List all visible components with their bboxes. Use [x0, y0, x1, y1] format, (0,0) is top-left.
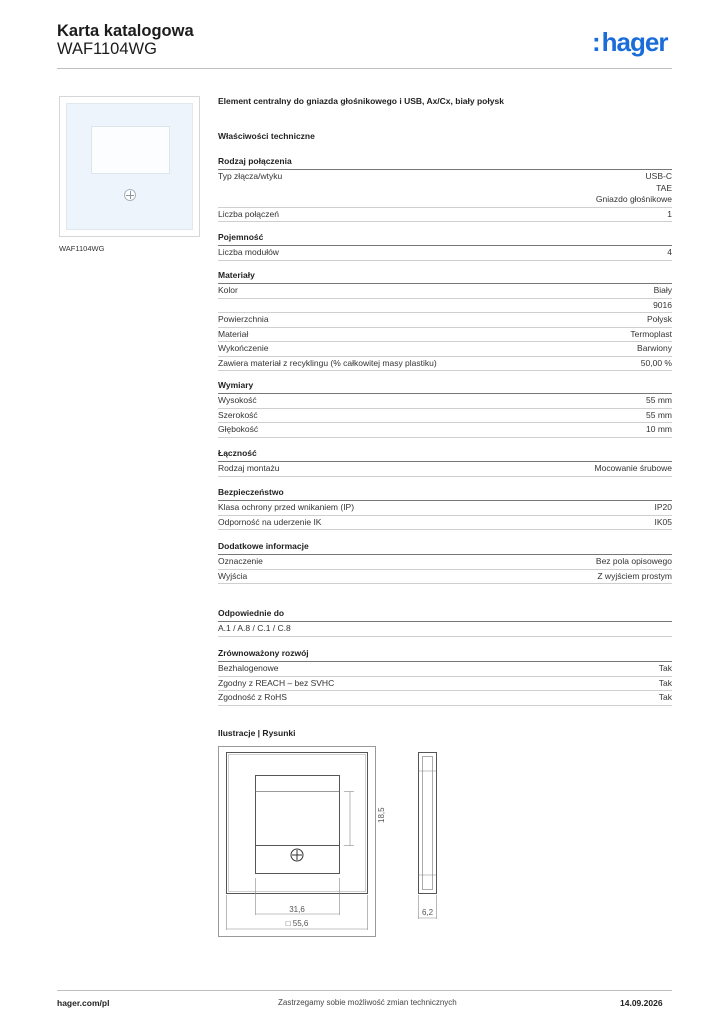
- illustrations-heading: Ilustracje | Rysunki: [218, 728, 296, 738]
- property-value-line: 4: [667, 247, 672, 257]
- property-value-line: USB-C: [645, 171, 672, 181]
- property-value: [667, 247, 672, 259]
- property-value: [655, 517, 673, 529]
- property-row: [218, 342, 672, 357]
- property-value-line: IK05: [654, 516, 672, 527]
- property-row: [218, 284, 672, 299]
- drawing-plate: [227, 753, 368, 894]
- property-label: Szerokość: [218, 409, 258, 420]
- property-row: [218, 501, 672, 516]
- property-value-line: 10 mm: [646, 424, 672, 434]
- property-row: [218, 570, 672, 585]
- property-value: [595, 463, 672, 475]
- property-row: [218, 328, 672, 343]
- property-value: [646, 395, 672, 407]
- property-value: [641, 358, 672, 370]
- property-row: [218, 394, 672, 409]
- technical-drawing-svg: [218, 743, 448, 939]
- footer-divider: [57, 990, 672, 991]
- property-row: [218, 246, 672, 261]
- property-label: Wykończenie: [218, 343, 269, 353]
- property-value-line: 50,00 %: [640, 357, 672, 368]
- property-value: [596, 556, 672, 568]
- property-row: [218, 662, 672, 677]
- property-value-line: Tak: [658, 677, 672, 688]
- property-row: [218, 555, 672, 570]
- property-value-line: Termoplast: [630, 328, 672, 339]
- property-value: [667, 209, 672, 221]
- property-label: Liczba modułów: [218, 247, 279, 257]
- property-label: Bezhalogenowe: [218, 663, 279, 673]
- property-value: [659, 678, 672, 690]
- property-value: [646, 410, 672, 422]
- product-image-caption: WAF1104WG: [59, 244, 105, 253]
- property-value-line: Barwiony: [637, 343, 672, 353]
- drawing-side-view: [419, 753, 437, 894]
- drawing-window: [256, 776, 340, 846]
- property-label: Wysokość: [218, 395, 257, 405]
- page-title: Karta katalogowa: [57, 22, 194, 40]
- property-label: Materiał: [218, 328, 249, 339]
- dim-height-label: 18,5: [377, 807, 386, 823]
- property-row: [218, 622, 672, 637]
- property-value-line: Bez pola opisowego: [595, 556, 672, 566]
- section-title: Dodatkowe informacje: [218, 541, 309, 551]
- section-title: Zrównoważony rozwój: [218, 648, 309, 658]
- property-value-line: Tak: [658, 663, 672, 673]
- property-row: [218, 462, 672, 477]
- product-description: Element centralny do gniazda głośnikowego i USB, Ax/Cx, biały połysk: [218, 96, 504, 106]
- property-value-line: 1: [667, 208, 672, 219]
- property-label: Zgodny z REACH – bez SVHC: [218, 677, 335, 688]
- section-title: Odpowiednie do: [218, 608, 285, 618]
- properties-heading: Właściwości techniczne: [218, 131, 315, 141]
- footer-date: 14.09.2026: [620, 998, 663, 1008]
- property-value: [653, 300, 672, 312]
- property-value-line: Tak: [658, 692, 672, 702]
- screw-icon: [124, 189, 136, 201]
- property-value: [647, 314, 672, 326]
- property-value: [597, 571, 672, 583]
- footer-website-link[interactable]: hager.com/pl: [57, 998, 110, 1008]
- hager-logo: :hager: [592, 27, 668, 57]
- property-label: Zawiera materiał z recyklingu (% całkowitej masy plastiku): [218, 357, 437, 368]
- property-value-line: 55 mm: [646, 409, 672, 420]
- property-label: Głębokość: [218, 424, 259, 434]
- property-value-line: 9016: [653, 299, 672, 310]
- property-value-line: Połysk: [646, 314, 672, 324]
- logo-text: hager: [601, 27, 668, 57]
- property-row: [218, 677, 672, 692]
- product-image: [59, 96, 200, 237]
- property-value-line: Mocowanie śrubowe: [594, 463, 672, 473]
- property-label: Odporność na uderzenie IK: [218, 516, 322, 527]
- property-value-line: Gniazdo głośnikowe: [595, 194, 672, 204]
- property-row: [218, 313, 672, 328]
- property-row: [218, 357, 672, 372]
- section-title: Pojemność: [218, 232, 264, 242]
- property-value: [637, 343, 672, 355]
- section-title: Łączność: [218, 448, 257, 458]
- property-row: [218, 516, 672, 531]
- property-label: Liczba połączeń: [218, 208, 279, 219]
- section-title: Wymiary: [218, 380, 254, 390]
- property-row: [218, 423, 672, 438]
- property-label: Klasa ochrony przed wnikaniem (IP): [218, 502, 355, 512]
- property-row: [218, 409, 672, 424]
- property-value-line: 55 mm: [646, 395, 672, 405]
- property-row: [218, 170, 672, 208]
- property-value: [630, 329, 672, 341]
- property-label: A.1 / A.8 / C.1 / C.8: [218, 623, 291, 633]
- header-divider: [57, 68, 672, 69]
- technical-drawing: [218, 743, 448, 944]
- property-value: [654, 285, 672, 297]
- dim-outer-width-label: □ 55,6: [285, 919, 309, 928]
- property-value-line: Z wyjściem prostym: [597, 570, 672, 581]
- property-value: [659, 692, 672, 704]
- dim-inner-width-label: 31,6: [289, 905, 305, 914]
- property-value-line: IP20: [654, 502, 672, 512]
- footer-disclaimer: Zastrzegamy sobie możliwość zmian technicznych: [278, 998, 457, 1007]
- property-label: Powierzchnia: [218, 314, 269, 324]
- property-value: [646, 424, 672, 436]
- property-value: [655, 502, 673, 514]
- product-plate: [66, 103, 193, 230]
- property-label: Kolor: [218, 285, 238, 295]
- product-code: WAF1104WG: [57, 40, 157, 58]
- property-label: Zgodność z RoHS: [218, 692, 287, 702]
- property-row: [218, 299, 672, 314]
- property-value: [596, 171, 672, 206]
- property-label: Rodzaj montażu: [218, 463, 280, 473]
- property-value-line: Biały: [653, 285, 672, 295]
- property-label: Oznaczenie: [218, 556, 263, 566]
- property-label: Wyjścia: [218, 570, 248, 581]
- section-title: Bezpieczeństwo: [218, 487, 284, 497]
- section-title: Materiały: [218, 270, 255, 280]
- section-title: Rodzaj połączenia: [218, 156, 292, 166]
- property-label: Typ złącza/wtyku: [218, 171, 283, 181]
- property-row: [218, 208, 672, 223]
- product-window: [91, 126, 170, 174]
- property-value: [659, 663, 672, 675]
- dim-depth-label: 6,2: [421, 908, 434, 917]
- property-value-line: TAE: [656, 182, 672, 193]
- property-row: [218, 691, 672, 706]
